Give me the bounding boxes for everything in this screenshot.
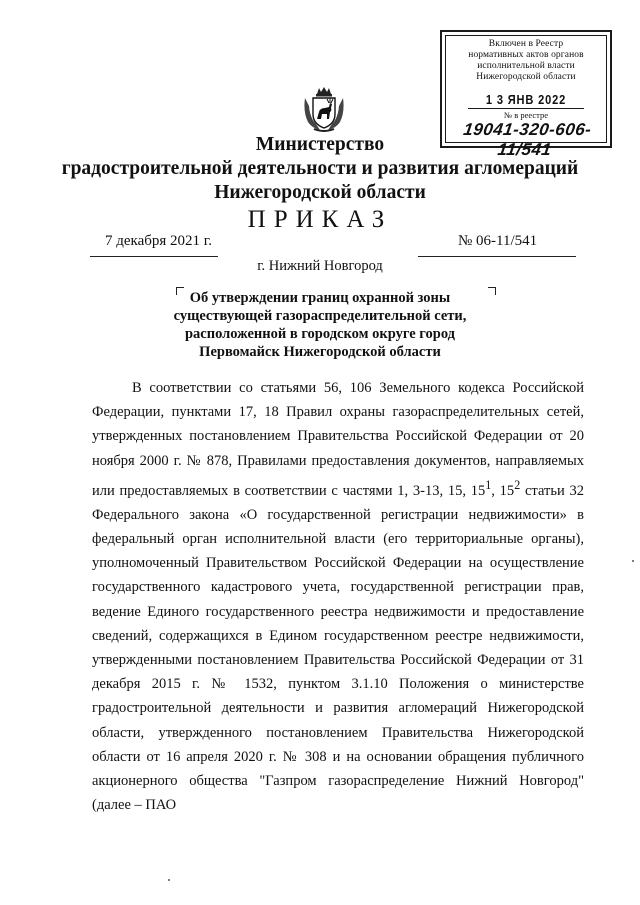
subject-line-4: Первомайск Нижегородской области [199,344,441,360]
registry-stamp [440,30,612,159]
body-paragraph [92,376,584,817]
scan-speck [168,879,170,881]
order-number: № 06-11/541 [458,233,538,249]
body-text [92,376,584,817]
ministry-line-1: Министерство [255,134,385,155]
order-subject [120,289,520,361]
date-underline [90,256,218,257]
stamp-line-2: нормативных актов органов [468,50,584,60]
scan-speck [632,560,634,562]
order-date: 7 декабря 2021 г. [105,233,212,249]
body-sup-2: 2 [514,477,521,492]
stamp-regno: 19041-320-606-11/541 [462,120,593,159]
city: г. Нижний Новгород [257,258,383,274]
subject-line-3: расположенной в городском округе город [184,326,455,342]
order-title: ПРИКАЗ [247,206,393,233]
body-part-3: статьи 32 Федерального закона «О государственной регистрации недвижимости» в федеральный орган исполнительной власти (его территориальные органы), уполномоченный Правительством Российской Федерации на осуществление государственного кадастрового учета, государственной регистрации прав, ведение Единого государственного реестра недвижимости и предоставление сведений, содержащихся в Едином государственном реестре недвижимости, утвержденными постановлением Правительства Российской Федерации от 31 декабря 2015 г. № 1532, пунктом 3.1.10 Положения о министерстве градостроительной деятельности и развития агломераций Нижегородской области, утвержденного постановлением Правительства Нижегородской области от 16 апреля 2020 г. № 308 и на основании обращения публичного акционерного общества "Газпром газораспределение Нижний Новгород" (далее – ПАО [92,482,584,814]
subject-line-2: существующей газораспределительной сети, [173,308,467,324]
ministry-line-3: Нижегородской области [214,182,426,203]
number-underline [418,256,576,257]
stamp-line-3: исполнительной власти [477,61,575,71]
stamp-inner-frame [445,35,607,159]
subject-line-1: Об утверждении границ охранной зоны [189,290,451,306]
stamp-line-4: Нижегородской области [476,72,576,82]
stamp-date-rule [468,108,584,109]
body-sup-1: 1 [485,477,492,492]
body-part-1: В соответствии со статьями 56, 106 Земельного кодекса Российской Федерации, пунктами 17, 18 Правил охраны газораспределительных сетей, утвержденных постановлением Правительства Российской Федерации от 20 ноября 2000 г. № 878, Правилами предоставления документов, направляемых или предоставляемых в соответствии с частями 1, 3-13, 15, 15 [92,380,584,499]
stamp-date: 1 3 ЯНВ 2022 [485,92,567,107]
coat-of-arms-icon [302,86,346,132]
stamp-line-1: Включен в Реестр [488,39,564,49]
stamp-regno-label: № в реестре [504,110,548,120]
body-part-2: , 15 [491,482,515,499]
ministry-line-2: градостроительной деятельности и развития агломераций [61,158,579,179]
